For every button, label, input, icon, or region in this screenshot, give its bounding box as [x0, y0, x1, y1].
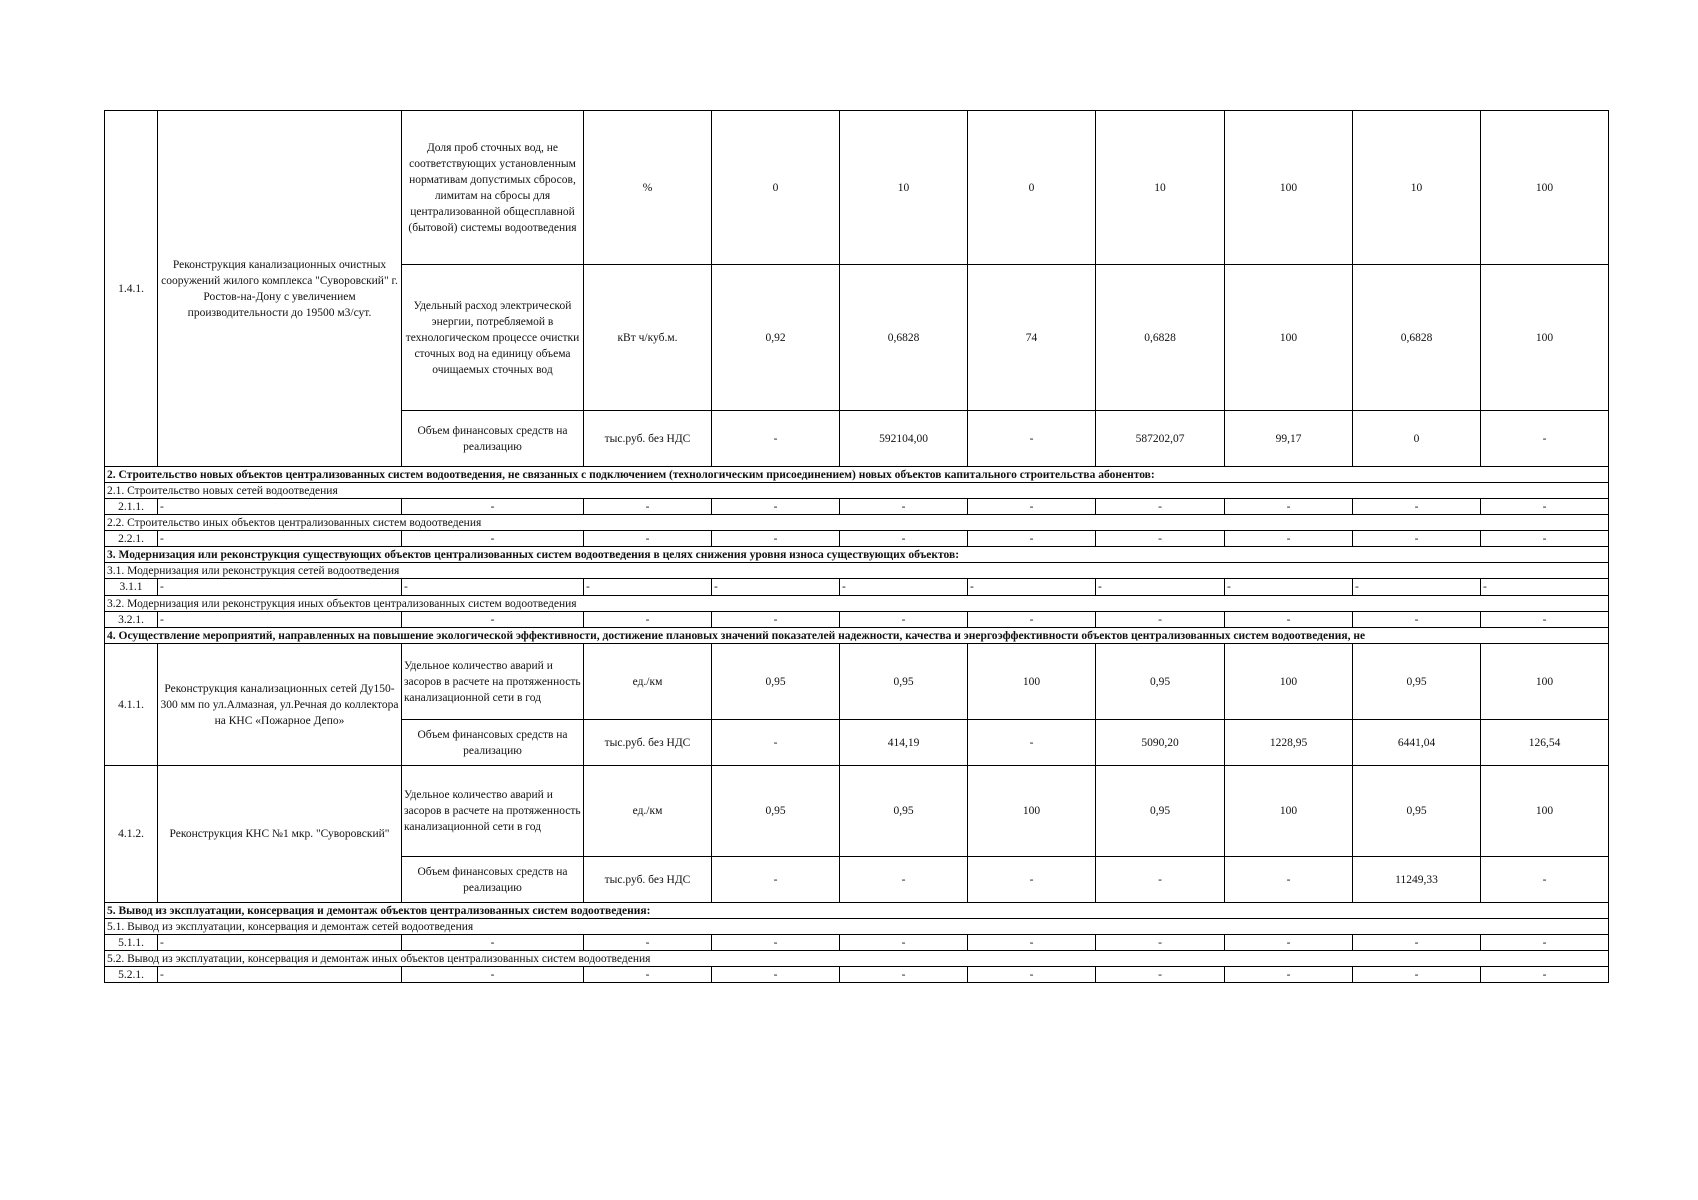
indicator-name: Объем финансовых средств на реализацию: [402, 857, 584, 903]
value-cell: 100: [1225, 766, 1353, 857]
table-row: [105, 579, 1609, 596]
dash-cell: -: [1481, 531, 1609, 547]
value-cell: 100: [1225, 265, 1353, 411]
dash-cell: -: [584, 579, 712, 596]
subsection-heading: 3.2. Модернизация или реконструкция иных объектов централизованных систем водоотведения: [105, 596, 1609, 612]
table-row: [105, 935, 1609, 951]
dash-cell: -: [402, 579, 584, 596]
dash-cell: -: [584, 967, 712, 983]
indicator-name: Удельное количество аварий и засоров в расчете на протяженность канализационной сети в год: [402, 644, 584, 720]
dash-cell: -: [1353, 612, 1481, 628]
value-cell: 414,19: [840, 720, 968, 766]
dash-cell: -: [840, 935, 968, 951]
value-cell: 11249,33: [1353, 857, 1481, 903]
value-cell: 5090,20: [1096, 720, 1225, 766]
dash-cell: -: [1353, 499, 1481, 515]
value-cell: 0,6828: [840, 265, 968, 411]
section-row: [105, 919, 1609, 935]
dash-cell: -: [1353, 579, 1481, 596]
table-row: [105, 612, 1609, 628]
section-row: [105, 483, 1609, 499]
table-row: [105, 111, 1609, 265]
value-cell: 0: [1353, 411, 1481, 467]
unit: тыс.руб. без НДС: [584, 857, 712, 903]
section-heading: 4. Осуществление мероприятий, направленных на повышение экологической эффективности, достижение плановых значений показателей надежности, качества и энергоэффективности объектов централизованных систем водоотведения, не: [105, 628, 1609, 644]
dash-cell: -: [1096, 579, 1225, 596]
unit: кВт ч/куб.м.: [584, 265, 712, 411]
value-cell: 0,95: [712, 644, 840, 720]
value-cell: 10: [1353, 111, 1481, 265]
unit: %: [584, 111, 712, 265]
dash-cell: -: [1481, 579, 1609, 596]
dash-cell: -: [1225, 967, 1353, 983]
value-cell: 0,6828: [1096, 265, 1225, 411]
value-cell: 0,95: [840, 766, 968, 857]
indicator-name: Доля проб сточных вод, не соответствующих установленным нормативам допустимых сбросов, лимитам на сбросы для централизованной общесплавной (бытовой) системы водоотведения: [402, 111, 584, 265]
table-row: [105, 531, 1609, 547]
value-cell: -: [1225, 857, 1353, 903]
section-row: [105, 628, 1609, 644]
dash-cell: -: [712, 499, 840, 515]
dash-cell: -: [712, 612, 840, 628]
item-name: -: [158, 935, 402, 951]
indicator-name: Удельное количество аварий и засоров в расчете на протяженность канализационной сети в год: [402, 766, 584, 857]
value-cell: -: [1096, 857, 1225, 903]
item-name: -: [158, 531, 402, 547]
value-cell: -: [712, 720, 840, 766]
dash-cell: -: [1225, 531, 1353, 547]
indicator-name: Объем финансовых средств на реализацию: [402, 720, 584, 766]
dash-cell: -: [712, 531, 840, 547]
dash-cell: -: [402, 499, 584, 515]
dash-cell: -: [968, 579, 1096, 596]
value-cell: 126,54: [1481, 720, 1609, 766]
value-cell: 100: [1481, 766, 1609, 857]
item-number: 2.2.1.: [105, 531, 158, 547]
value-cell: 100: [968, 766, 1096, 857]
value-cell: 0,95: [712, 766, 840, 857]
value-cell: 100: [968, 644, 1096, 720]
value-cell: 10: [840, 111, 968, 265]
subsection-heading: 2.1. Строительство новых сетей водоотведения: [105, 483, 1609, 499]
dash-cell: -: [584, 499, 712, 515]
value-cell: -: [968, 720, 1096, 766]
dash-cell: -: [968, 612, 1096, 628]
item-name: -: [158, 499, 402, 515]
dash-cell: -: [968, 967, 1096, 983]
item-number: 3.1.1: [105, 579, 158, 596]
value-cell: -: [712, 857, 840, 903]
value-cell: 587202,07: [1096, 411, 1225, 467]
dash-cell: -: [1096, 612, 1225, 628]
value-cell: 100: [1481, 644, 1609, 720]
subsection-heading: 5.2. Вывод из эксплуатации, консервация и демонтаж иных объектов централизованных систем водоотведения: [105, 951, 1609, 967]
table-row: [105, 644, 1609, 720]
table-row: [105, 967, 1609, 983]
value-cell: 0,95: [1096, 644, 1225, 720]
unit: тыс.руб. без НДС: [584, 411, 712, 467]
dash-cell: -: [402, 531, 584, 547]
dash-cell: -: [1481, 967, 1609, 983]
item-name: -: [158, 579, 402, 596]
subsection-heading: 3.1. Модернизация или реконструкция сетей водоотведения: [105, 563, 1609, 579]
value-cell: 100: [1225, 111, 1353, 265]
value-cell: 100: [1481, 265, 1609, 411]
subsection-heading: 2.2. Строительство иных объектов централизованных систем водоотведения: [105, 515, 1609, 531]
value-cell: 592104,00: [840, 411, 968, 467]
dash-cell: -: [402, 967, 584, 983]
dash-cell: -: [712, 579, 840, 596]
dash-cell: -: [1096, 531, 1225, 547]
section-row: [105, 547, 1609, 563]
dash-cell: -: [1096, 499, 1225, 515]
dash-cell: -: [712, 967, 840, 983]
item-number: 4.1.2.: [105, 766, 158, 903]
unit: тыс.руб. без НДС: [584, 720, 712, 766]
value-cell: 0,92: [712, 265, 840, 411]
measures-table: [104, 110, 1609, 983]
value-cell: 0,95: [1096, 766, 1225, 857]
dash-cell: -: [712, 935, 840, 951]
section-row: [105, 903, 1609, 919]
dash-cell: -: [1096, 935, 1225, 951]
section-row: [105, 563, 1609, 579]
value-cell: 99,17: [1225, 411, 1353, 467]
value-cell: 0,95: [1353, 766, 1481, 857]
table-row: [105, 766, 1609, 857]
item-number: 5.2.1.: [105, 967, 158, 983]
value-cell: -: [968, 857, 1096, 903]
value-cell: -: [840, 857, 968, 903]
dash-cell: -: [584, 531, 712, 547]
indicator-name: Удельный расход электрической энергии, потребляемой в технологическом процессе очистки сточных вод на единицу объема очищаемых сточных вод: [402, 265, 584, 411]
item-number: 5.1.1.: [105, 935, 158, 951]
dash-cell: -: [840, 531, 968, 547]
dash-cell: -: [584, 612, 712, 628]
value-cell: -: [712, 411, 840, 467]
item-name: -: [158, 967, 402, 983]
dash-cell: -: [1096, 967, 1225, 983]
dash-cell: -: [1481, 499, 1609, 515]
value-cell: -: [968, 411, 1096, 467]
value-cell: 74: [968, 265, 1096, 411]
value-cell: 100: [1225, 644, 1353, 720]
item-name: Реконструкция канализационных сетей Ду150-300 мм по ул.Алмазная, ул.Речная до коллектора на КНС «Пожарное Депо»: [158, 644, 402, 766]
dash-cell: -: [1225, 579, 1353, 596]
indicator-name: Объем финансовых средств на реализацию: [402, 411, 584, 467]
item-name: Реконструкция канализационных очистных сооружений жилого комплекса "Суворовский" г. Ростов-на-Дону с увеличением производительности до 19500 м3/сут.: [158, 111, 402, 467]
item-number: 4.1.1.: [105, 644, 158, 766]
dash-cell: -: [1481, 612, 1609, 628]
value-cell: 0: [968, 111, 1096, 265]
value-cell: 6441,04: [1353, 720, 1481, 766]
dash-cell: -: [1481, 935, 1609, 951]
dash-cell: -: [968, 531, 1096, 547]
dash-cell: -: [968, 499, 1096, 515]
dash-cell: -: [840, 499, 968, 515]
section-row: [105, 515, 1609, 531]
dash-cell: -: [840, 967, 968, 983]
section-row: [105, 467, 1609, 483]
dash-cell: -: [840, 612, 968, 628]
dash-cell: -: [968, 935, 1096, 951]
section-heading: 2. Строительство новых объектов централизованных систем водоотведения, не связанных с подключением (технологическим присоединением) новых объектов капитального строительства абонентов:: [105, 467, 1609, 483]
dash-cell: -: [1225, 935, 1353, 951]
investment-program-table-page: [104, 110, 1609, 983]
section-row: [105, 596, 1609, 612]
section-heading: 3. Модернизация или реконструкция существующих объектов централизованных систем водоотведения в целях снижения уровня износа существующих объектов:: [105, 547, 1609, 563]
dash-cell: -: [1225, 499, 1353, 515]
dash-cell: -: [840, 579, 968, 596]
unit: ед./км: [584, 766, 712, 857]
subsection-heading: 5.1. Вывод из эксплуатации, консервация и демонтаж сетей водоотведения: [105, 919, 1609, 935]
item-number: 1.4.1.: [105, 111, 158, 467]
table-row: [105, 499, 1609, 515]
dash-cell: -: [1225, 612, 1353, 628]
item-number: 3.2.1.: [105, 612, 158, 628]
section-heading: 5. Вывод из эксплуатации, консервация и демонтаж объектов централизованных систем водоотведения:: [105, 903, 1609, 919]
value-cell: 1228,95: [1225, 720, 1353, 766]
dash-cell: -: [584, 935, 712, 951]
section-row: [105, 951, 1609, 967]
item-number: 2.1.1.: [105, 499, 158, 515]
value-cell: 10: [1096, 111, 1225, 265]
dash-cell: -: [402, 935, 584, 951]
value-cell: -: [1481, 857, 1609, 903]
dash-cell: -: [1353, 531, 1481, 547]
item-name: -: [158, 612, 402, 628]
dash-cell: -: [1353, 967, 1481, 983]
value-cell: 100: [1481, 111, 1609, 265]
unit: ед./км: [584, 644, 712, 720]
value-cell: 0,95: [1353, 644, 1481, 720]
item-name: Реконструкция КНС №1 мкр. "Суворовский": [158, 766, 402, 903]
value-cell: 0,6828: [1353, 265, 1481, 411]
dash-cell: -: [1353, 935, 1481, 951]
dash-cell: -: [402, 612, 584, 628]
value-cell: 0: [712, 111, 840, 265]
value-cell: 0,95: [840, 644, 968, 720]
value-cell: -: [1481, 411, 1609, 467]
